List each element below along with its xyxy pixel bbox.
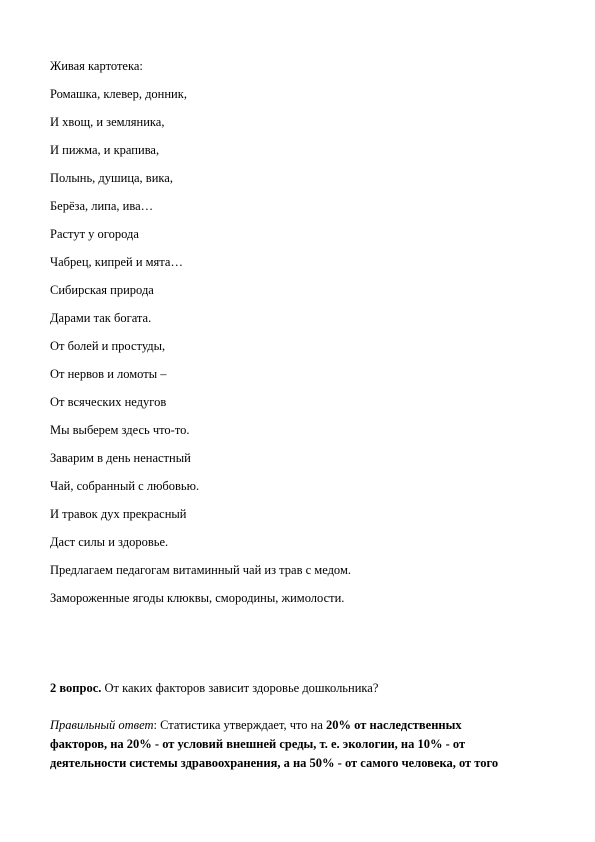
- answer-line-1-prefix: : Статистика утверждает, что на: [153, 718, 327, 732]
- poem-line: Живая картотека:: [50, 59, 143, 73]
- answer-line-1: [50, 716, 550, 735]
- poem-line: И хвощ, и земляника,: [50, 115, 165, 129]
- answer-line-3-bold: деятельности системы здравоохранения, а на 50% - от самого человека, от того: [50, 756, 499, 770]
- answer-line-1-bold: 20% от наследственных: [326, 718, 462, 732]
- poem-block: [50, 57, 550, 617]
- answer-line-2-bold: факторов, на 20% - от условий внешней среды, т. е. экологии, на 10% - от: [50, 737, 466, 751]
- answer-paragraph: [50, 716, 550, 773]
- poem-line: Заварим в день ненастный: [50, 451, 191, 465]
- poem-line: Чабрец, кипрей и мята…: [50, 255, 183, 269]
- poem-line: И пижма, и крапива,: [50, 143, 160, 157]
- question-number: 2 вопрос.: [50, 681, 102, 695]
- poem-line: От всяческих недугов: [50, 395, 167, 409]
- poem-line: Даст силы и здоровье.: [50, 535, 169, 549]
- poem-line: Растут у огорода: [50, 227, 139, 241]
- answer-line-3: [50, 754, 550, 773]
- question-text: От каких факторов зависит здоровье дошкольника?: [101, 681, 379, 695]
- poem-line: От болей и простуды,: [50, 339, 166, 353]
- answer-label: Правильный ответ: [50, 718, 154, 732]
- poem-line: Чай, собранный с любовью.: [50, 479, 200, 493]
- poem-line: От нервов и ломоты –: [50, 367, 167, 381]
- poem-line: И травок дух прекрасный: [50, 507, 187, 521]
- poem-line: Полынь, душица, вика,: [50, 171, 173, 185]
- poem-line: Дарами так богата.: [50, 311, 152, 325]
- poem-line: Берёза, липа, ива…: [50, 199, 154, 213]
- poem-line: Предлагаем педагогам витаминный чай из трав с медом.: [50, 563, 351, 577]
- question-2: [50, 679, 550, 697]
- answer-line-2: [50, 735, 550, 754]
- poem-line: Сибирская природа: [50, 283, 154, 297]
- poem-line: Мы выберем здесь что-то.: [50, 423, 190, 437]
- poem-line: Замороженные ягоды клюквы, смородины, жимолости.: [50, 591, 345, 605]
- poem-line: Ромашка, клевер, донник,: [50, 87, 187, 101]
